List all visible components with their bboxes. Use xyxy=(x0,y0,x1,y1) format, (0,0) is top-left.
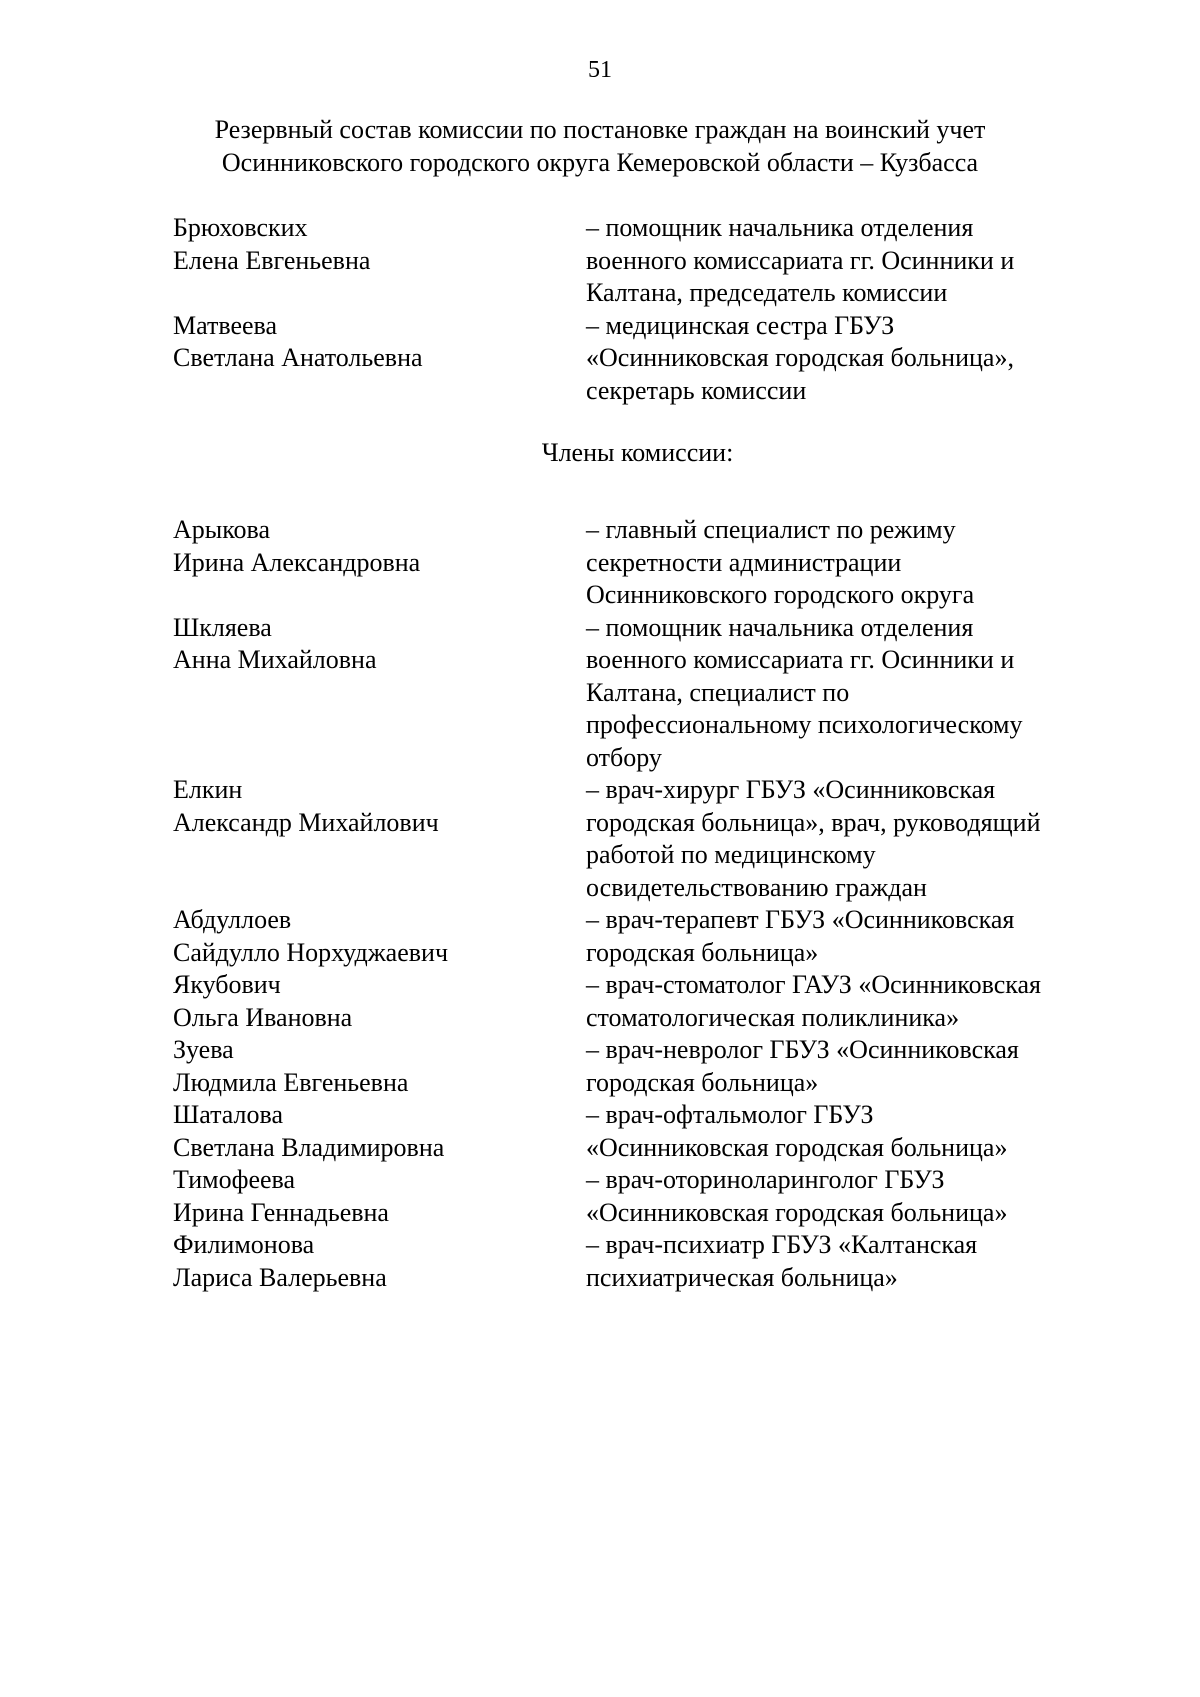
commission-entry xyxy=(173,310,1103,408)
person-name xyxy=(173,774,586,904)
person-given-names: Ирина Геннадьевна xyxy=(173,1197,389,1227)
person-role xyxy=(586,1099,1103,1164)
person-name xyxy=(173,1229,586,1294)
person-surname: Елкин xyxy=(173,775,243,804)
role-line: отбору xyxy=(586,742,662,772)
role-line: секретности администрации xyxy=(586,547,902,577)
person-surname: Арыкова xyxy=(173,515,271,544)
page-number: 51 xyxy=(588,57,612,83)
person-surname: Зуева xyxy=(173,1035,234,1064)
role-line: – главный специалист по режиму xyxy=(586,515,956,544)
role-line: – помощник начальника отделения xyxy=(586,612,974,642)
person-surname: Шаталова xyxy=(173,1100,283,1129)
leadership-list xyxy=(173,212,1103,407)
role-line: – медицинская сестра ГБУЗ xyxy=(586,310,895,340)
role-line: – врач-хирург ГБУЗ «Осинниковская xyxy=(586,775,996,804)
person-surname: Брюховских xyxy=(173,213,308,242)
role-line: «Осинниковская городская больница», xyxy=(586,343,1014,372)
role-line: психиатрическая больница» xyxy=(586,1262,898,1292)
person-name xyxy=(173,310,586,408)
person-given-names: Александр Михайлович xyxy=(173,807,439,837)
role-line: – врач-стоматолог ГАУЗ «Осинниковская xyxy=(586,970,1041,999)
person-role xyxy=(586,904,1103,969)
commission-entry xyxy=(173,1099,1103,1164)
person-role xyxy=(586,1229,1103,1294)
role-line: Калтана, специалист по xyxy=(586,677,850,707)
person-surname: Якубович xyxy=(173,970,281,999)
commission-entry xyxy=(173,212,1103,310)
commission-entry xyxy=(173,774,1103,904)
commission-entry xyxy=(173,612,1103,775)
document-title xyxy=(0,114,1200,179)
person-name xyxy=(173,212,586,310)
person-given-names: Анна Михайловна xyxy=(173,645,377,674)
person-surname: Матвеева xyxy=(173,310,278,340)
role-line: городская больница», врач, руководящий xyxy=(586,807,1041,837)
person-given-names: Сайдулло Норхуджаевич xyxy=(173,937,449,967)
commission-entry xyxy=(173,1229,1103,1294)
members-heading: Члены комиссии: xyxy=(541,438,734,467)
role-line: военного комиссариата гг. Осинники и xyxy=(586,245,1015,275)
role-line: Калтана, председатель комиссии xyxy=(586,278,948,307)
role-line: профессиональному психологическому xyxy=(586,710,1023,739)
person-name xyxy=(173,1034,586,1099)
person-given-names: Людмила Евгеньевна xyxy=(173,1067,409,1097)
commission-entry xyxy=(173,969,1103,1034)
person-given-names: Светлана Владимировна xyxy=(173,1132,445,1162)
commission-entry xyxy=(173,514,1103,612)
role-line: городская больница» xyxy=(586,937,819,967)
members-list xyxy=(173,514,1103,1294)
person-given-names: Ирина Александровна xyxy=(173,547,421,577)
person-surname: Абдуллоев xyxy=(173,905,292,934)
commission-entry xyxy=(173,1034,1103,1099)
person-surname: Тимофеева xyxy=(173,1165,296,1194)
person-name xyxy=(173,514,586,612)
person-role xyxy=(586,1164,1103,1229)
role-line: работой по медицинскому xyxy=(586,840,876,869)
role-line: освидетельствованию граждан xyxy=(586,872,927,902)
title-line-2: Осинниковского городского округа Кемеровской области – Кузбасса xyxy=(221,147,979,177)
person-name xyxy=(173,612,586,775)
person-surname: Филимонова xyxy=(173,1230,315,1259)
role-line: – врач-офтальмолог ГБУЗ xyxy=(586,1100,874,1129)
person-given-names: Елена Евгеньевна xyxy=(173,245,371,275)
person-role xyxy=(586,514,1103,612)
role-line: «Осинниковская городская больница» xyxy=(586,1197,1008,1227)
person-name xyxy=(173,969,586,1034)
role-line: – помощник начальника отделения xyxy=(586,213,974,242)
role-line: стоматологическая поликлиника» xyxy=(586,1002,960,1032)
role-line: секретарь комиссии xyxy=(586,375,807,405)
person-role xyxy=(586,969,1103,1034)
person-given-names: Ольга Ивановна xyxy=(173,1002,353,1032)
role-line: – врач-невролог ГБУЗ «Осинниковская xyxy=(586,1035,1019,1064)
person-given-names: Лариса Валерьевна xyxy=(173,1262,387,1292)
person-name xyxy=(173,1164,586,1229)
person-role xyxy=(586,1034,1103,1099)
role-line: городская больница» xyxy=(586,1067,819,1097)
role-line: «Осинниковская городская больница» xyxy=(586,1132,1008,1162)
person-surname: Шкляева xyxy=(173,612,272,642)
title-line-1: Резервный состав комиссии по постановке граждан на воинский учет xyxy=(214,115,986,144)
person-name xyxy=(173,904,586,969)
person-name xyxy=(173,1099,586,1164)
person-given-names: Светлана Анатольевна xyxy=(173,343,423,372)
role-line: – врач-терапевт ГБУЗ «Осинниковская xyxy=(586,905,1015,934)
role-line: – врач-оториноларинголог ГБУЗ xyxy=(586,1165,945,1194)
commission-entry xyxy=(173,904,1103,969)
commission-entry xyxy=(173,1164,1103,1229)
person-role xyxy=(586,612,1103,775)
role-line: – врач-психиатр ГБУЗ «Калтанская xyxy=(586,1230,978,1259)
role-line: Осинниковского городского округа xyxy=(586,580,975,609)
person-role xyxy=(586,310,1103,408)
person-role xyxy=(586,212,1103,310)
person-role xyxy=(586,774,1103,904)
role-line: военного комиссариата гг. Осинники и xyxy=(586,645,1015,674)
